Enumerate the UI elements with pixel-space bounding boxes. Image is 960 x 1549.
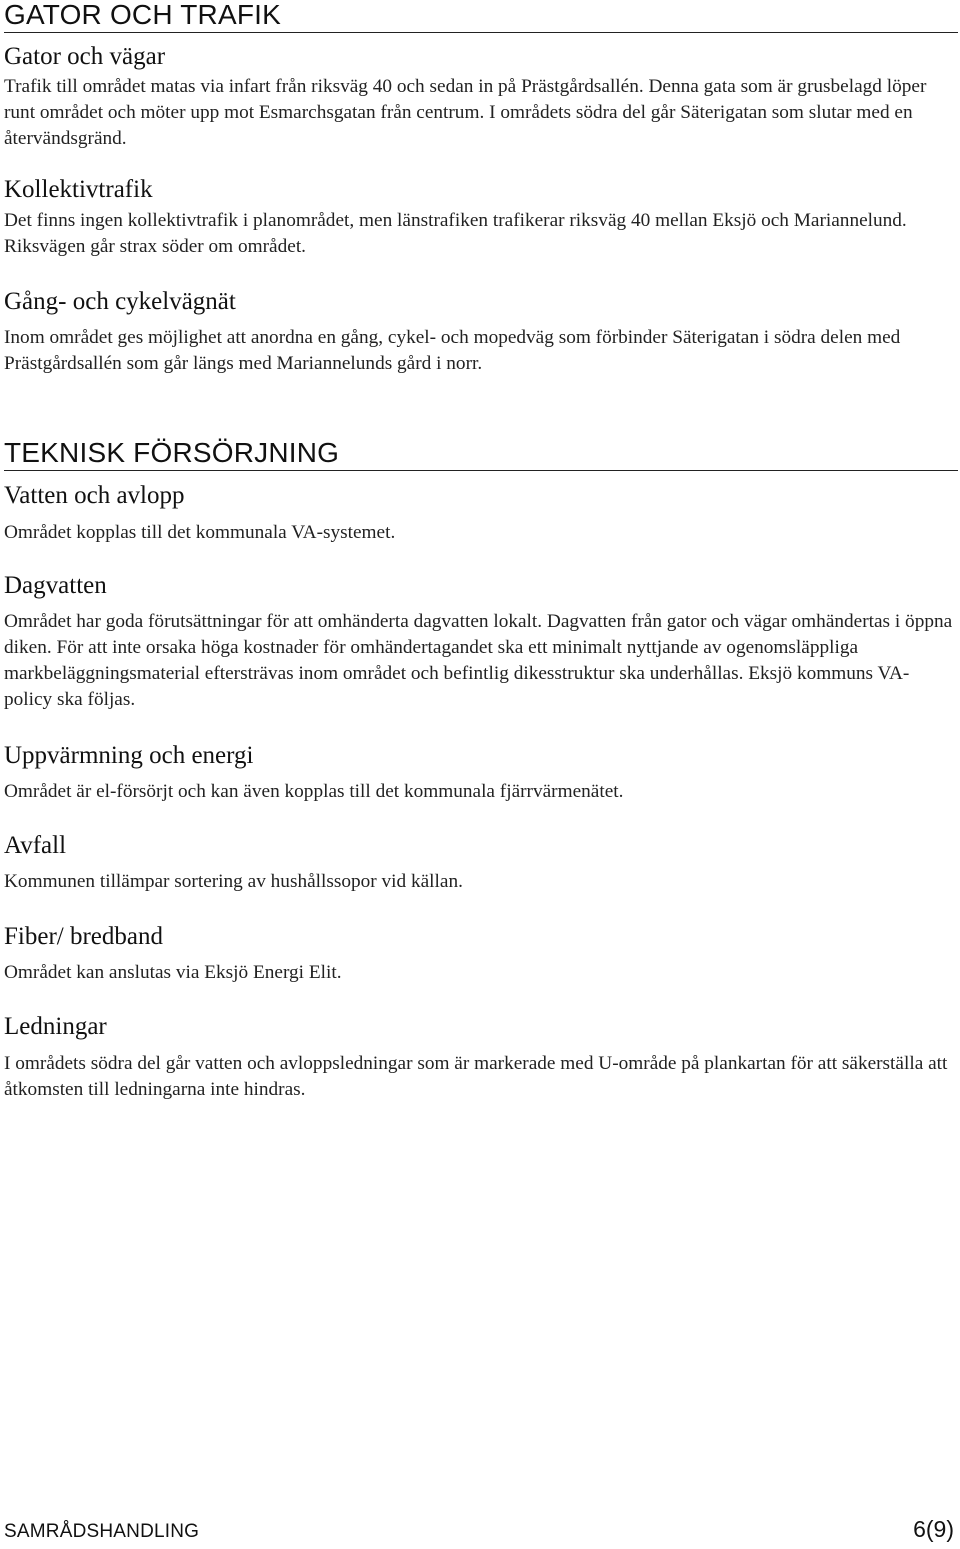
paragraph-avfall: Kommunen tillämpar sortering av hushållssopor vid källan. (4, 871, 463, 892)
paragraph-ledningar: I områdets södra del går vatten och avloppsledningar som är markerade med U-område på plankartan för att säkerställa att åtkomsten till ledningarna inte hindras. (4, 1053, 948, 1100)
subsection-heading-ledningar: Ledningar (4, 1013, 107, 1040)
section-title: TEKNISK FÖRSÖRJNING (4, 438, 958, 471)
paragraph-kollektivtrafik: Det finns ingen kollektivtrafik i planområdet, men länstrafiken trafikerar riksväg 40 mellan Eksjö och Mariannelund. Riksvägen går strax söder om området. (4, 210, 907, 257)
paragraph-fiber-bredband: Området kan anslutas via Eksjö Energi Elit. (4, 962, 342, 983)
section-teknisk-forsorjning (4, 438, 958, 471)
subsection-heading-gator-och-vagar: Gator och vägar (4, 43, 166, 70)
page-footer (4, 1516, 954, 1543)
subsection-heading-fiber-bredband: Fiber/ bredband (4, 923, 163, 950)
subsection-heading-avfall: Avfall (4, 832, 67, 859)
paragraph-gator-och-vagar: Trafik till området matas via infart från riksväg 40 och sedan in på Prästgårdsallén. Denna gata som är grusbelagd löper runt området och möter upp mot Esmarchsgatan från centrum. I områdets södra del går Säterigatan som slutar med en återvändsgränd. (4, 76, 927, 149)
paragraph-uppvarmning-och-energi: Området är el-försörjt och kan även kopplas till det kommunala fjärrvärmenätet. (4, 781, 624, 802)
subsection-heading-vatten-och-avlopp: Vatten och avlopp (4, 482, 185, 509)
subsection-heading-uppvarmning-och-energi: Uppvärmning och energi (4, 742, 254, 769)
footer-document-status: SAMRÅDSHANDLING (4, 1521, 200, 1542)
section-gator-och-trafik (4, 0, 958, 33)
paragraph-dagvatten: Området har goda förutsättningar för att omhänderta dagvatten lokalt. Dagvatten från gator och vägar omhändertas i öppna diken. För att inte orsaka höga kostnader för omhändertagandet ska ett minimalt nyttjande av ogenomsläppliga markbeläggningsmaterial eftersträvas inom området och befintlig dikesstruktur ska underhållas. Eksjö kommuns VA-policy ska följas. (4, 611, 953, 710)
footer-page-number: 6(9) (913, 1516, 954, 1542)
section-title: GATOR OCH TRAFIK (4, 0, 958, 33)
paragraph-vatten-och-avlopp: Området kopplas till det kommunala VA-systemet. (4, 522, 396, 543)
subsection-heading-gang-och-cykelvagnat: Gång- och cykelvägnät (4, 288, 236, 315)
subsection-heading-kollektivtrafik: Kollektivtrafik (4, 176, 153, 203)
subsection-heading-dagvatten: Dagvatten (4, 572, 107, 599)
paragraph-gang-och-cykelvagnat: Inom området ges möjlighet att anordna en gång, cykel- och mopedväg som förbinder Säterigatan i södra delen med Prästgårdsallén som går längs med Mariannelunds gård i norr. (4, 327, 901, 374)
